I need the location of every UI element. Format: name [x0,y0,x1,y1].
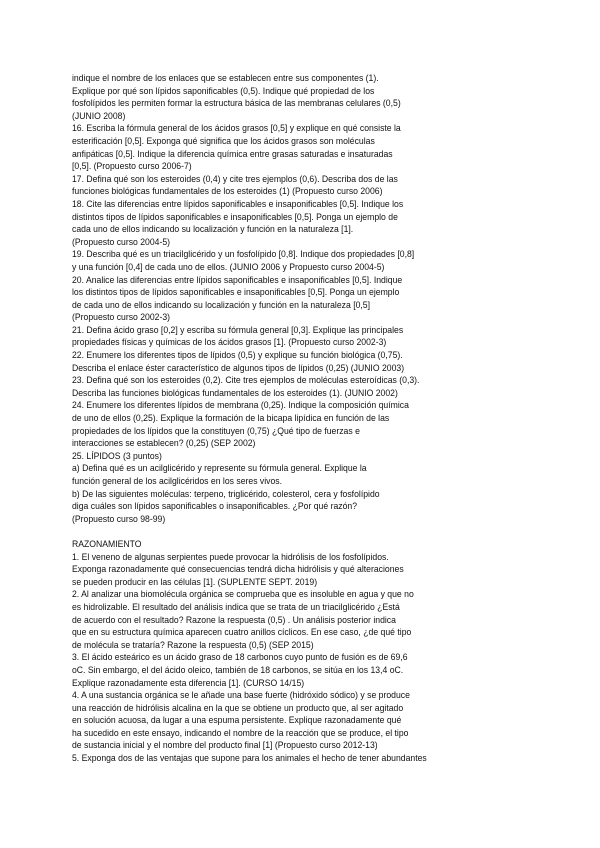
text-line: b) De las siguientes moléculas: terpeno, triglicérido, colesterol, cera y fosfolípido [72,488,380,499]
text-line: interacciones se establecen? (0,25) (SEP 2002) [72,438,256,449]
text-line: de molécula se trataría? Razone la respuesta (0,5) (SEP 2015) [72,639,314,650]
text-line: (Propuesto curso 98-99) [72,513,166,524]
text-line: 5. Exponga dos de las ventajas que supone para los animales el hecho de tener abundantes [72,753,427,764]
text-line: 18. Cite las diferencias entre lípidos saponificables e insaponificables [0,5]. Indique los [72,198,404,209]
reasoning-section [72,538,532,765]
text-line: los distintos tipos de lípidos saponificables e insaponificables [0,5]. Ponga un ejemplo [72,287,400,298]
text-line: diga cuáles son lípidos saponificables o insaponificables. ¿Por qué razón? [72,501,358,512]
text-line: de uno de ellos (0,25). Explique la formación de la bicapa lipídica en función de las [72,413,390,424]
text-line: una reacción de hidrólisis alcalina en la que se obtiene un producto que, al ser agitado [72,702,404,713]
text-line: 22. Enumere los diferentes tipos de lípidos (0,5) y explique su función biológica (0,75). [72,350,403,361]
text-line: (Propuesto curso 2004-5) [72,236,171,247]
text-line: 17. Defina qué son los esteroides (0,4) y cite tres ejemplos (0,6). Describa dos de las [72,173,398,184]
text-line: distintos tipos de lípidos saponificables e insaponificables [0,5]. Ponga un ejemplo de [72,211,398,222]
text-line: 23. Defina qué son los esteroides (0,2). Cite tres ejemplos de moléculas esteroídicas (0,3). [72,375,420,386]
document-page [72,72,532,765]
text-line: funciones biológicas fundamentales de los esteroides (1) (Propuesto curso 2006) [72,186,383,197]
text-line: 19. Describa qué es un triacilglicérido y un fosfolípido [0,8]. Indique dos propiedades [0,8] [72,249,415,260]
text-line: 24. Enumere los diferentes lípidos de membrana (0,25). Indique la composición química [72,400,409,411]
section-gap [72,525,532,538]
text-line: de acuerdo con el resultado? Razone la respuesta (0,5) . Un análisis posterior indica [72,614,396,625]
text-line: oC. Sin embargo, el del ácido oleico, también de 18 carbonos, se sitúa en los 13,4 oC. [72,664,404,675]
text-line: [0,5]. (Propuesto curso 2006-7) [72,161,192,172]
text-line: Exponga razonadamente qué consecuencias tendrá dicha hidrólisis y qué alteraciones [72,564,404,575]
text-line: 21. Defina ácido graso [0,2] y escriba su fórmula general [0,3]. Explique las principales [72,324,404,335]
text-line: en solución acuosa, da lugar a una espuma persistente. Explique razonadamente qué [72,715,402,726]
text-line: (Propuesto curso 2002-3) [72,312,171,323]
text-line: 20. Analice las diferencias entre lípidos saponificables e insaponificables [0,5]. Indique [72,274,403,285]
text-line: propiedades físicas y químicas de los ácidos grasos [1]. (Propuesto curso 2002-3) [72,337,387,348]
text-line: Describa las funciones biológicas fundamentales de los esteroides (1). (JUNIO 2002) [72,387,398,398]
text-line: (JUNIO 2008) [72,110,126,121]
text-line: se pueden producir en las células [1]. (SUPLENTE SEPT. 2019) [72,576,318,587]
text-line: propiedades de los lípidos que la constituyen (0,75) ¿Qué tipo de fuerzas e [72,425,360,436]
text-line: anfipáticas [0,5]. Indique la diferencia química entre grasas saturadas e insaturadas [72,148,393,159]
text-line: 4. A una sustancia orgánica se le añade una base fuerte (hidróxido sódico) y se produce [72,690,410,701]
text-line: Explique razonadamente esta diferencia [1]. (CURSO 14/15) [72,677,305,688]
text-line: de sustancia inicial y el nombre del producto final [1] (Propuesto curso 2012-13) [72,740,378,751]
text-line: esterificación [0,5]. Exponga qué significa que los ácidos grasos son moléculas [72,135,375,146]
text-line: 2. Al analizar una biomolécula orgánica se comprueba que es insoluble en agua y que no [72,589,414,600]
text-line: 1. El veneno de algunas serpientes puede provocar la hidrólisis de los fosfolípidos. [72,551,389,562]
text-line: que en su estructura química aparecen cuatro anillos cíclicos. En ese caso, ¿de qué tipo [72,627,412,638]
text-line: indique el nombre de los enlaces que se establecen entre sus componentes (1). [72,73,379,83]
questions-section [72,72,532,525]
text-line: cada uno de ellos indicando su localización y función en la naturaleza [1]. [72,224,354,235]
text-line: de cada uno de ellos indicando su localización y función en la naturaleza [0,5] [72,299,371,310]
text-line: es hidrolizable. El resultado del análisis indica que se trata de un triacilglicérido ¿Está [72,601,400,612]
text-line: Explique por qué son lípidos saponificables (0,5). Indique qué propiedad de los [72,85,375,96]
text-line: RAZONAMIENTO [72,538,142,549]
text-line: 16. Escriba la fórmula general de los ácidos grasos [0,5] y explique en qué consiste la [72,123,401,134]
text-line: fosfolípidos les permiten formar la estructura básica de las membranas celulares (0,5) [72,98,401,109]
text-line: 25. LÍPIDOS (3 puntos) [72,450,162,461]
text-line: ha sucedido en este ensayo, indicando el nombre de la reacción que se produce, el tipo [72,727,409,738]
text-line: a) Defina qué es un acilglicérido y represente su fórmula general. Explique la [72,463,367,474]
text-line: 3. El ácido esteárico es un ácido graso de 18 carbonos cuyo punto de fusión es de 69,6 [72,652,408,663]
text-line: Describa el enlace éster característico de algunos tipos de lípidos (0,25) (JUNIO 2003) [72,362,405,373]
text-line: y una función [0,4] de cada uno de ellos. (JUNIO 2006 y Propuesto curso 2004-5) [72,261,385,272]
text-line: función general de los acilglicéridos en los seres vivos. [72,476,283,486]
